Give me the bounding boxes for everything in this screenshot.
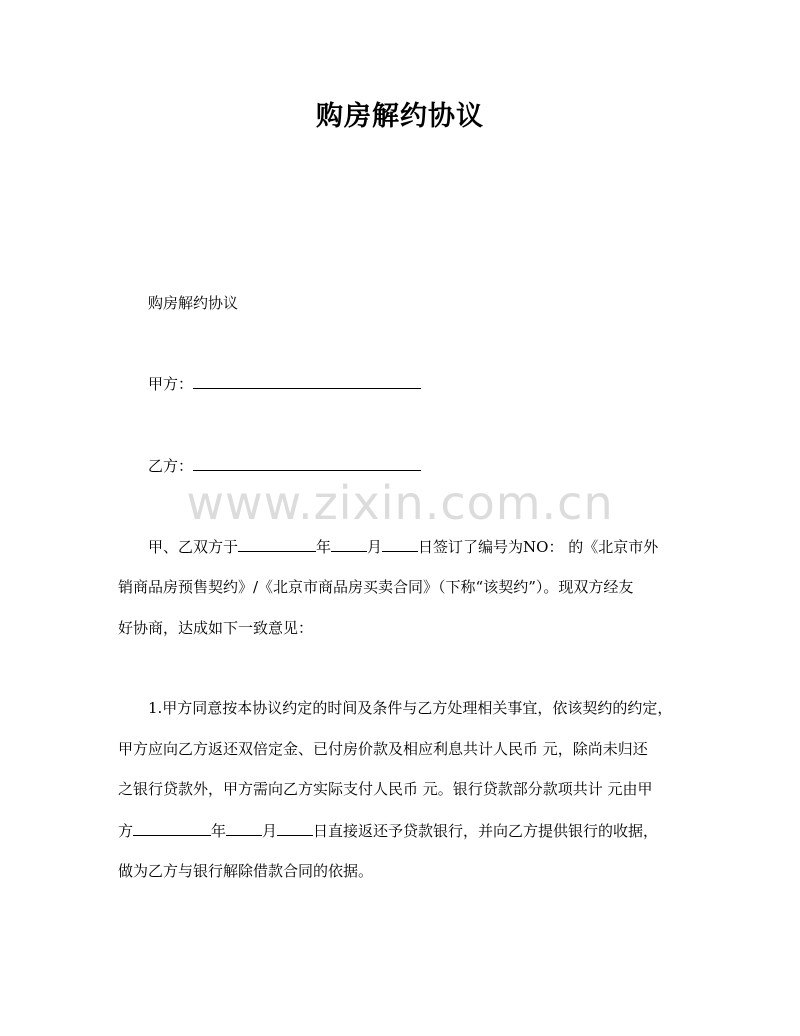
party-a-label: 甲方： — [148, 375, 194, 393]
party-a-blank[interactable] — [193, 373, 421, 389]
clause1-line-1: 1.甲方同意按本协议约定的时间及条件与乙方处理相关事宜，依该契约的约定， — [148, 699, 673, 717]
intro-text-1c: 月 — [367, 538, 383, 556]
document-title: 购房解约协议 — [316, 101, 484, 132]
intro-text-1d: 日签订了编号为NO： 的《北京市外 — [418, 538, 659, 556]
clause1-month-blank[interactable] — [226, 820, 262, 836]
clause1-year-blank[interactable] — [133, 820, 211, 836]
clause1-text-4d: 日直接返还予贷款银行，并向乙方提供银行的收据， — [313, 822, 659, 840]
clause1-line-2: 甲方应向乙方返还双倍定金、已付房价款及相应利息共计人民币 元，除尚未归还 — [118, 740, 648, 758]
party-b-line — [148, 455, 421, 476]
watermark: www.zixin.com.cn — [186, 476, 614, 530]
clause1-text-4a: 方 — [118, 822, 134, 840]
intro-line-2: 销商品房预售契约》/《北京市商品房买卖合同》（下称“该契约”）。现双方经友 — [118, 578, 634, 596]
party-b-blank[interactable] — [193, 455, 421, 471]
party-b-label: 乙方： — [148, 457, 194, 475]
intro-day-blank[interactable] — [382, 536, 418, 552]
party-a-line — [148, 373, 421, 394]
clause1-text-4b: 年 — [211, 822, 227, 840]
clause1-day-blank[interactable] — [277, 820, 313, 836]
clause1-line-5: 做为乙方与银行解除借款合同的依据。 — [118, 862, 374, 880]
intro-line-3: 好协商，达成如下一致意见： — [118, 619, 314, 637]
intro-text-1b: 年 — [316, 538, 332, 556]
intro-text-1a: 甲、乙双方于 — [148, 538, 239, 556]
clause1-line-3: 之银行贷款外，甲方需向乙方实际支付人民币 元。银行贷款部分款项共计 元由甲 — [118, 780, 653, 798]
clause1-text-4c: 月 — [262, 822, 278, 840]
document-subtitle: 购房解约协议 — [148, 294, 239, 312]
intro-year-blank[interactable] — [238, 536, 316, 552]
intro-line-1 — [148, 536, 658, 557]
intro-month-blank[interactable] — [331, 536, 367, 552]
clause1-line-4 — [118, 820, 658, 841]
